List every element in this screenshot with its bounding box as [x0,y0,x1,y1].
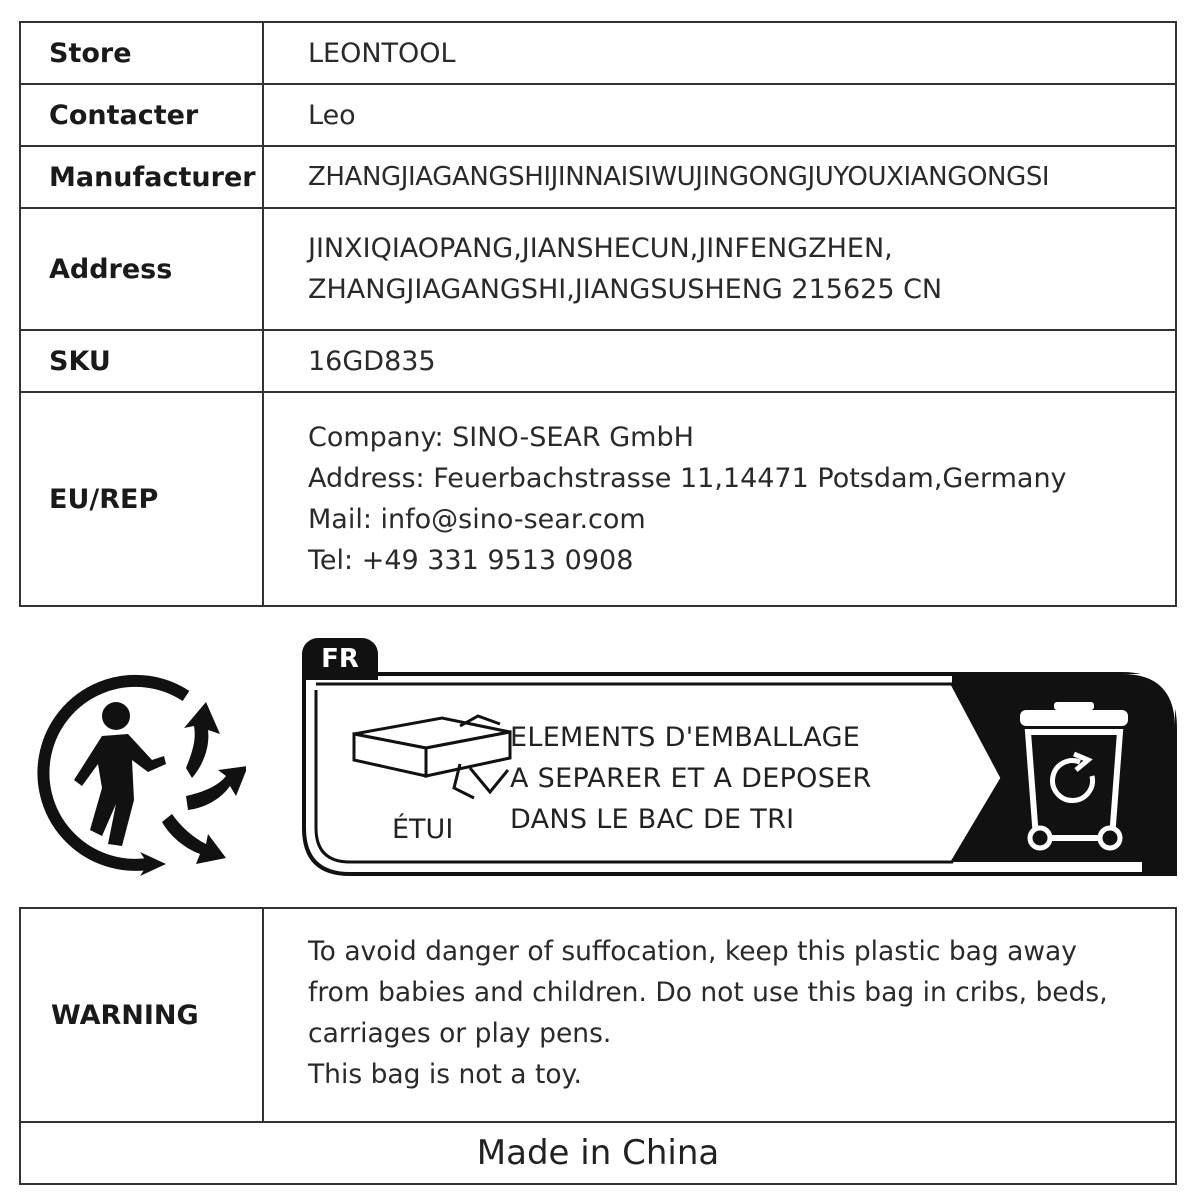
etui-label: ÉTUI [392,814,454,845]
product-info-table [19,21,1177,607]
eu-rep-company: Company: SINO-SEAR GmbH [308,422,694,453]
warning-table [19,907,1177,1185]
address-line: JINXIQIAOPANG,JIANSHECUN,JINFENGZHEN, [308,233,893,264]
warning-line: This bag is not a toy. [308,1059,582,1090]
contacter-label: Contacter [21,85,264,145]
address-value [264,209,1175,329]
address-row [21,209,1175,331]
triman-recycling-icon [36,668,246,878]
store-label: Store [21,23,264,83]
eu-rep-label: EU/REP [21,393,264,605]
address-label: Address [21,209,264,329]
warning-label: WARNING [21,909,264,1121]
sorting-instructions [510,717,872,840]
warning-line: carriages or play pens. [308,1018,612,1049]
instruction-line: DANS LE BAC DE TRI [510,804,795,835]
eu-rep-mail: Mail: info@sino-sear.com [308,504,646,535]
eu-rep-address: Address: Feuerbachstrasse 11,14471 Potsdam,Germany [308,463,1067,494]
sku-row [21,331,1175,393]
warning-line: from babies and children. Do not use this bag in cribs, beds, [308,977,1108,1008]
instruction-line: ELEMENTS D'EMBALLAGE [510,722,861,753]
contacter-value: Leo [308,99,356,131]
warning-line: To avoid danger of suffocation, keep this plastic bag away [308,936,1077,967]
eu-rep-tel: Tel: +49 331 9513 0908 [308,545,634,576]
instruction-line: A SEPARER ET A DEPOSER [510,763,872,794]
contacter-row [21,85,1175,147]
eu-rep-row [21,393,1175,605]
fr-sorting-panel [302,638,1177,878]
eu-rep-value [264,393,1175,605]
warning-text [264,909,1175,1121]
sku-label: SKU [21,331,264,391]
carton-box-icon [350,714,515,804]
store-row [21,23,1175,85]
recycling-bin-icon [1014,698,1134,858]
store-value: LEONTOOL [308,37,456,69]
manufacturer-value: ZHANGJIAGANGSHIJINNAISIWUJINGONGJUYOUXIANGONGSI [308,161,1050,192]
made-in-label: Made in China [476,1133,720,1173]
fr-language-tag: FR [302,638,378,680]
manufacturer-label: Manufacturer [21,147,264,207]
warning-row [21,909,1175,1123]
address-line: ZHANGJIAGANGSHI,JIANGSUSHENG 215625 CN [308,274,943,305]
manufacturer-row [21,147,1175,209]
sku-value: 16GD835 [308,345,436,377]
